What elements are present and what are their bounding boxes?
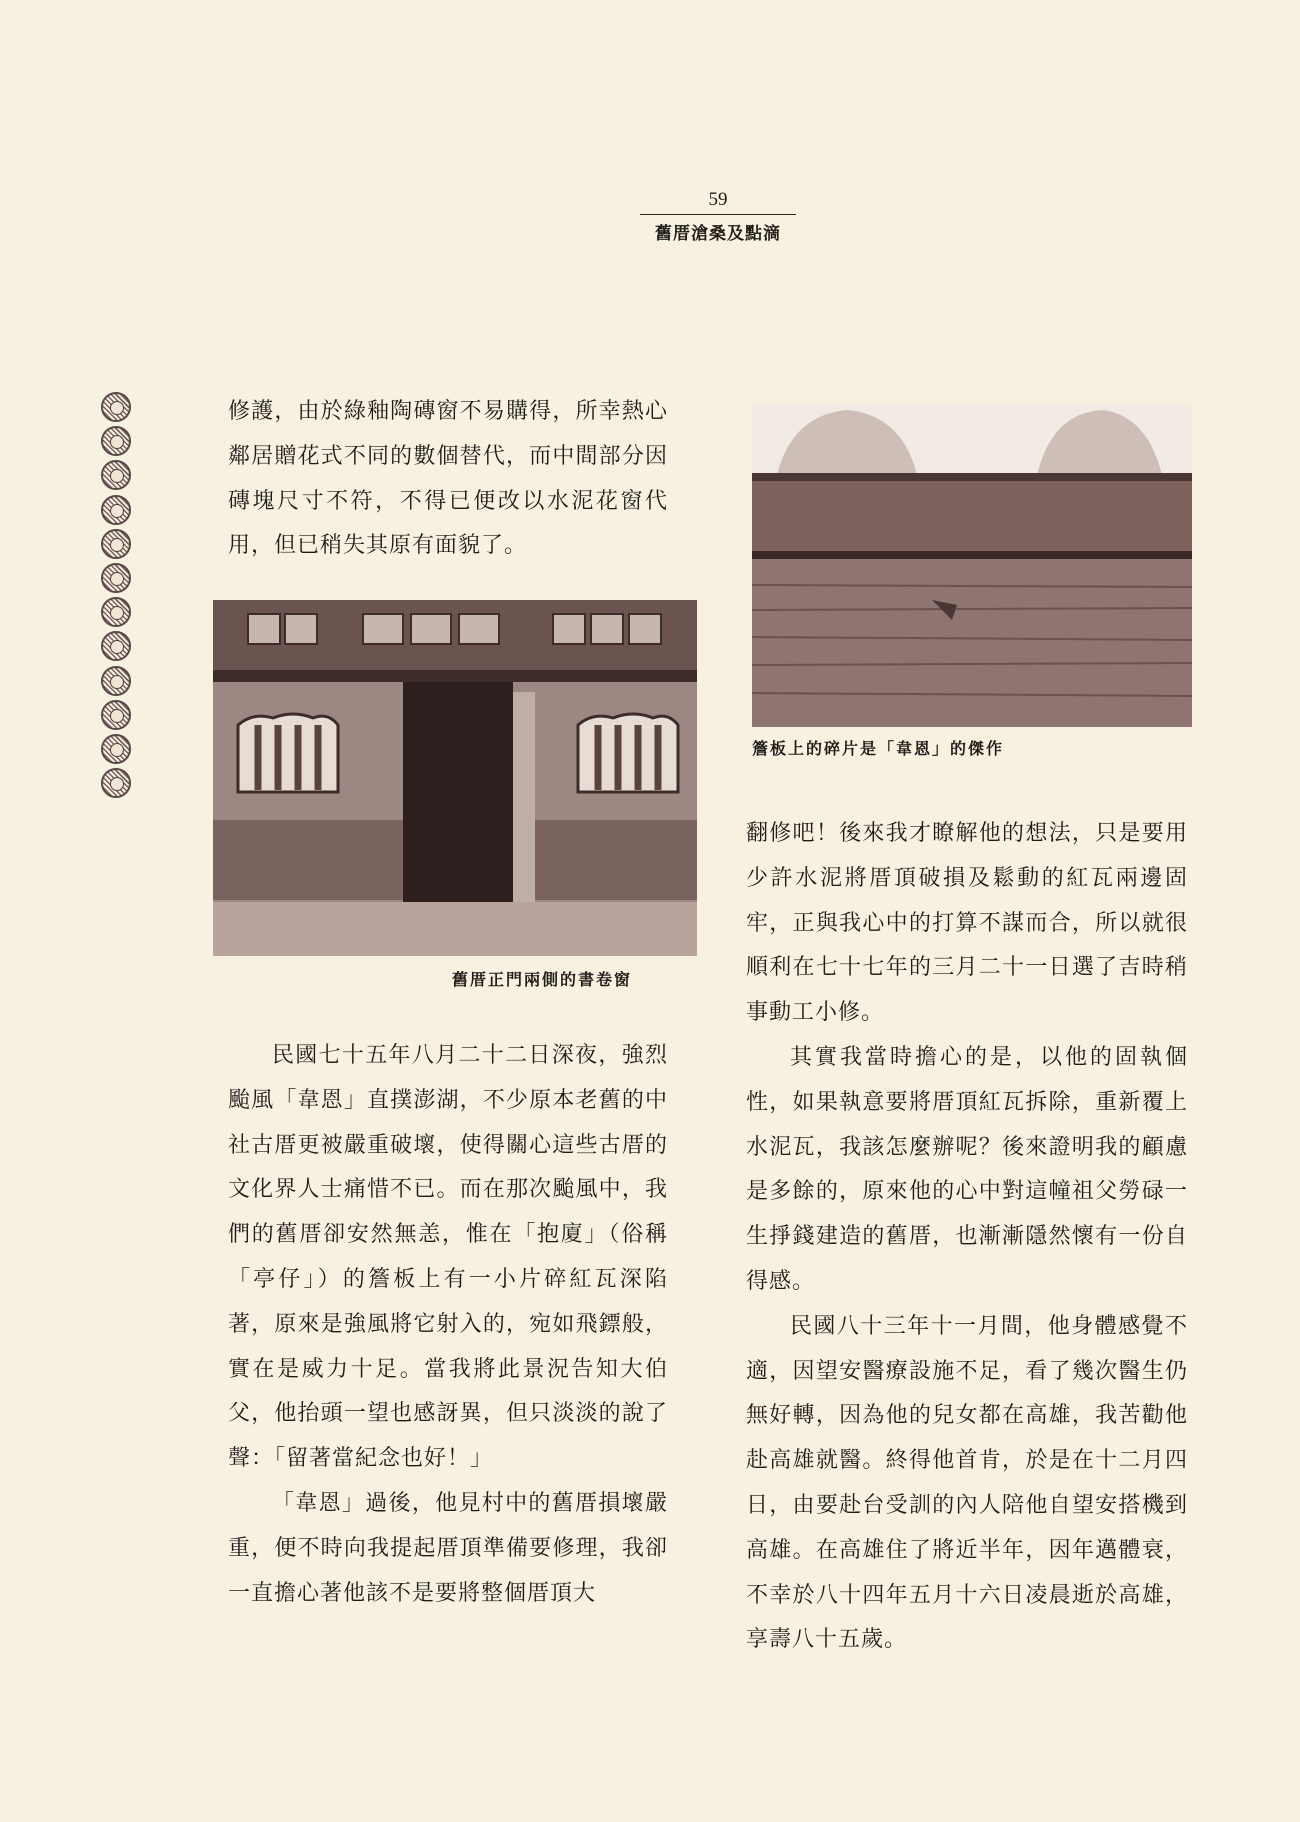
header-rule: [640, 214, 796, 215]
seal-ornament-icon: [101, 495, 131, 525]
seal-ornament-icon: [101, 529, 131, 559]
running-title: 舊厝滄桑及點滴: [655, 224, 781, 244]
left-paragraph-1: [228, 390, 668, 569]
doorway-photo: [213, 600, 697, 956]
eave-board-photo: [752, 405, 1192, 727]
seal-ornament-icon: [101, 563, 131, 593]
seal-ornament-icon: [101, 460, 131, 490]
seal-ornament-icon: [101, 734, 131, 764]
left-paragraphs-2-3: [228, 1034, 668, 1616]
body-paragraph: 翻修吧！後來我才瞭解他的想法，只是要用少許水泥將厝頂破損及鬆動的紅瓦兩邊固牢，正與我心中的打算不謀而合，所以就很順利在七十七年的三月二十一日選了吉時稍事動工小修。: [746, 821, 1188, 1026]
right-paragraphs: [746, 812, 1188, 1663]
body-paragraph: 其實我當時擔心的是，以他的固執個性，如果執意要將厝頂紅瓦拆除，重新覆上水泥瓦，我該怎麼辦呢？後來證明我的顧慮是多餘的，原來他的心中對這幢祖父勞碌一生掙錢建造的舊厝，也漸漸隱然懷有一份自得感。: [746, 1044, 1188, 1294]
body-paragraph: 民國七十五年八月二十二日深夜，強烈颱風「韋恩」直撲澎湖，不少原本老舊的中社古厝更被嚴重破壞，使得關心這些古厝的文化界人士痛惜不已。而在那次颱風中，我們的舊厝卻安然無恙，惟在「抱廈」（俗稱「亭仔」）的簷板上有一小片碎紅瓦深陷著，原來是強風將它射入的，宛如飛鏢般，實在是威力十足。當我將此景況告知大伯父，他抬頭一望也感訝異，但只淡淡的說了聲：「留著當紀念也好！」: [228, 1043, 668, 1472]
right-photo-caption: 簷板上的碎片是「韋恩」的傑作: [752, 739, 1005, 758]
page-header: [640, 188, 796, 244]
left-photo-caption: 舊厝正門兩側的書卷窗: [452, 970, 633, 989]
seal-ornament-icon: [101, 768, 131, 798]
body-paragraph: 修護，由於綠釉陶磚窗不易購得，所幸熱心鄰居贈花式不同的數個替代，而中間部分因磚塊尺寸不符，不得已便改以水泥花窗代用，但已稍失其原有面貌了。: [228, 399, 668, 559]
seal-ornament-icon: [101, 426, 131, 456]
body-paragraph: 民國八十三年十一月間，他身體感覺不適，因望安醫療設施不足，看了幾次醫生仍無好轉，因為他的兒女都在高雄，我苦勸他赴高雄就醫。終得他首肯，於是在十二月四日，由要赴台受訓的內人陪他自望安搭機到高雄。在高雄住了將近半年，因年邁體衰，不幸於八十四年五月十六日凌晨逝於高雄，享壽八十五歲。: [746, 1313, 1188, 1653]
seal-ornament-icon: [101, 666, 131, 696]
seal-ornament-icon: [101, 631, 131, 661]
decorative-seal-column: [101, 392, 135, 802]
seal-ornament-icon: [101, 700, 131, 730]
seal-ornament-icon: [101, 392, 131, 422]
seal-ornament-icon: [101, 597, 131, 627]
body-paragraph: 「韋恩」過後，他見村中的舊厝損壞嚴重，便不時向我提起厝頂準備要修理，我卻一直擔心著他該不是要將整個厝頂大: [228, 1490, 668, 1606]
page-number: 59: [708, 189, 728, 210]
